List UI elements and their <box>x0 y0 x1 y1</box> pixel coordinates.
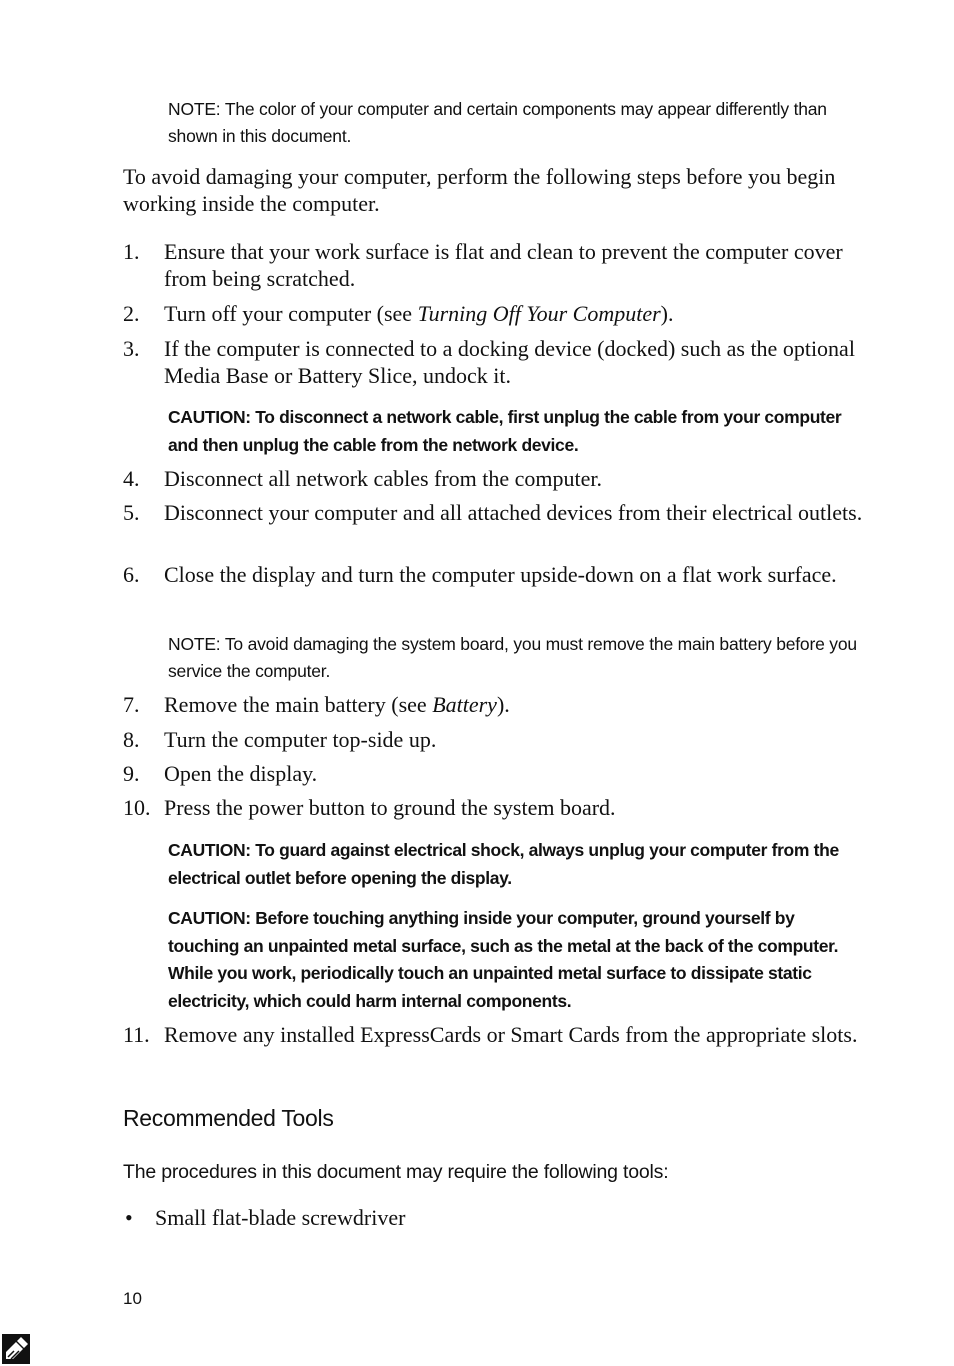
step-text-suffix: ). <box>660 301 674 326</box>
step-item <box>123 561 863 588</box>
step-text: Remove any installed ExpressCards or Smart Cards from the appropriate slots. <box>164 1022 858 1047</box>
step-number: 1. <box>123 239 140 264</box>
step-item <box>123 465 863 492</box>
step-item <box>123 238 863 292</box>
page-number: 10 <box>123 1289 142 1308</box>
caution-ground: CAUTION: Before touching anything inside your computer, ground yourself by touching an unpainted metal surface, such as the metal at the back of the computer. While you work, periodically touch an unpainted metal surface to dissipate static electricity, which could harm internal components. <box>168 908 839 1011</box>
note-pen-icon <box>2 1334 30 1364</box>
cross-reference-link[interactable]: Turning Off Your Computer <box>417 301 661 326</box>
step-number: 11. <box>123 1022 150 1047</box>
step-number: 4. <box>123 466 140 491</box>
note-text: To avoid damaging the system board, you must remove the main battery before you service the computer. <box>168 634 857 681</box>
step-number: 3. <box>123 336 140 361</box>
caution-network: CAUTION: To disconnect a network cable, first unplug the cable from your computer and then unplug the cable from the network device. <box>168 407 842 455</box>
step-text: Turn off your computer (see <box>164 301 418 326</box>
note-text: The color of your computer and certain components may appear differently than shown in this document. <box>168 99 827 146</box>
step-number: 6. <box>123 562 140 587</box>
note-label: NOTE: <box>168 634 221 654</box>
cross-reference-link[interactable]: Battery <box>432 692 497 717</box>
step-number: 8. <box>123 727 140 752</box>
step-item <box>123 1021 863 1048</box>
step-text: Disconnect all network cables from the computer. <box>164 466 603 491</box>
step-number: 2. <box>123 301 140 326</box>
step-text: Ensure that your work surface is flat and clean to prevent the computer cover from being scratched. <box>164 239 843 291</box>
step-text: Open the display. <box>164 761 318 786</box>
step-item <box>123 760 863 787</box>
step-text: Remove the main battery (see <box>164 692 433 717</box>
step-item <box>123 794 863 821</box>
step-item <box>123 726 863 753</box>
tool-name: Small flat-blade screwdriver <box>155 1205 406 1230</box>
step-item <box>123 300 863 327</box>
intro-paragraph: To avoid damaging your computer, perform the following steps before you begin working inside the computer. <box>123 164 836 216</box>
step-text: Close the display and turn the computer upside-down on a flat work surface. <box>164 562 837 587</box>
step-text: Press the power button to ground the system board. <box>164 795 616 820</box>
step-text-suffix: ). <box>496 692 510 717</box>
note-system-board <box>168 631 868 685</box>
note-label: NOTE: <box>168 99 221 119</box>
step-text: Disconnect your computer and all attached devices from their electrical outlets. <box>164 500 863 525</box>
list-item <box>123 1204 405 1231</box>
step-number: 7. <box>123 692 140 717</box>
step-item <box>123 335 863 389</box>
tools-intro: The procedures in this document may require the following tools: <box>123 1161 669 1183</box>
bullet-icon: • <box>125 1205 133 1230</box>
note-color <box>168 96 868 150</box>
step-number: 9. <box>123 761 140 786</box>
step-text: If the computer is connected to a docking device (docked) such as the optional Media Base or Battery Slice, undock it. <box>164 336 855 388</box>
step-text: Turn the computer top-side up. <box>164 727 437 752</box>
step-item <box>123 499 863 526</box>
step-item <box>123 691 863 718</box>
section-heading: Recommended Tools <box>123 1105 334 1131</box>
caution-shock: CAUTION: To guard against electrical shock, always unplug your computer from the electrical outlet before opening the display. <box>168 840 839 888</box>
step-number: 10. <box>123 795 151 820</box>
step-number: 5. <box>123 500 140 525</box>
